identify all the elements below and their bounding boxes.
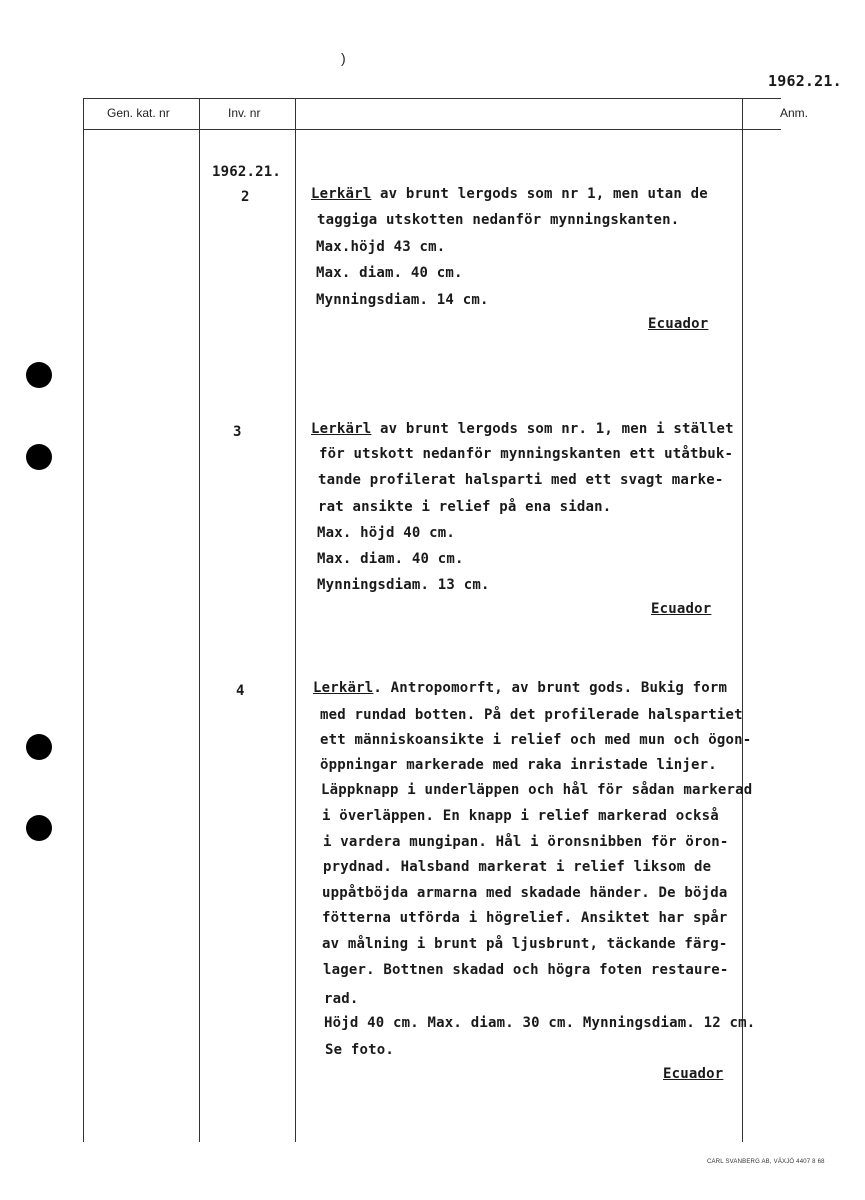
- page-number: 1962.21.: [768, 72, 842, 90]
- header-bottom-rule: [83, 129, 781, 130]
- entry-line: rad.: [324, 991, 359, 1007]
- entry-line: Se foto.: [325, 1042, 395, 1058]
- entry-line: Max. diam. 40 cm.: [316, 265, 463, 281]
- punch-hole: [26, 815, 52, 841]
- entry-line: fötterna utförda i högrelief. Ansiktet har spår: [322, 910, 728, 926]
- entry-line: lager. Bottnen skadad och högra foten restaure-: [323, 962, 729, 978]
- entry-line: i överläppen. En knapp i relief markerad också: [322, 808, 719, 824]
- punch-hole: [26, 734, 52, 760]
- column-divider: [83, 98, 84, 1142]
- entry-line: med rundad botten. På det profilerade halspartiet: [320, 707, 743, 723]
- entry-line: uppåtböjda armarna med skadade händer. De böjda: [322, 885, 728, 901]
- entry-line: prydnad. Halsband markerat i relief liksom de: [323, 859, 712, 875]
- header-top-rule: [83, 98, 781, 99]
- entry-line: Mynningsdiam. 14 cm.: [316, 292, 489, 308]
- column-divider: [295, 98, 296, 1142]
- column-header-gen-kat-nr: Gen. kat. nr: [107, 106, 170, 120]
- entry-line: rat ansikte i relief på ena sidan.: [318, 499, 612, 515]
- entry-line: ett människoansikte i relief och med mun och ögon-: [320, 732, 752, 748]
- entry-origin: Ecuador: [663, 1066, 724, 1082]
- entry-line: Max.höjd 43 cm.: [316, 239, 446, 255]
- entry-line: i vardera mungipan. Hål i öronsnibben för öron-: [323, 834, 729, 850]
- entry-first-line: Lerkärl av brunt lergods som nr. 1, men i stället: [311, 421, 734, 437]
- printer-imprint: CARL SVANBERG AB, VÄXJÖ 4407 8 68: [707, 1159, 825, 1165]
- entry-line: taggiga utskotten nedanför mynningskanten.: [317, 212, 680, 228]
- entry-title: Lerkärl: [313, 680, 374, 696]
- catalog-prefix: 1962.21.: [212, 164, 282, 180]
- punch-hole: [26, 362, 52, 388]
- entry-line: Höjd 40 cm. Max. diam. 30 cm. Mynningsdiam. 12 cm.: [324, 1015, 756, 1031]
- punch-hole: [26, 444, 52, 470]
- inventory-number: 2: [241, 189, 250, 205]
- entry-first-line: Lerkärl av brunt lergods som nr 1, men utan de: [311, 186, 708, 202]
- column-divider: [199, 98, 200, 1142]
- entry-line: Max. höjd 40 cm.: [317, 525, 456, 541]
- margin-mark: ): [341, 50, 346, 66]
- entry-line: Max. diam. 40 cm.: [317, 551, 464, 567]
- entry-first-line: Lerkärl. Antropomorft, av brunt gods. Bukig form: [313, 680, 728, 696]
- column-divider: [742, 98, 743, 1142]
- entry-origin: Ecuador: [651, 601, 712, 617]
- entry-origin: Ecuador: [648, 316, 709, 332]
- entry-line: av målning i brunt på ljusbrunt, täckande färg-: [322, 936, 728, 952]
- entry-line: för utskott nedanför mynningskanten ett utåtbuk-: [319, 446, 734, 462]
- column-header-anm: Anm.: [780, 106, 809, 120]
- entry-line: Mynningsdiam. 13 cm.: [317, 577, 490, 593]
- entry-title: Lerkärl: [311, 186, 372, 202]
- entry-title: Lerkärl: [311, 421, 372, 437]
- inventory-number: 3: [233, 424, 242, 440]
- column-header-inv-nr: Inv. nr: [228, 106, 261, 120]
- entry-line: Läppknapp i underläppen och hål för sådan markerad: [321, 782, 753, 798]
- entry-line: öppningar markerade med raka inristade linjer.: [320, 757, 717, 773]
- entry-line: tande profilerat halsparti med ett svagt marke-: [318, 472, 724, 488]
- inventory-number: 4: [236, 683, 245, 699]
